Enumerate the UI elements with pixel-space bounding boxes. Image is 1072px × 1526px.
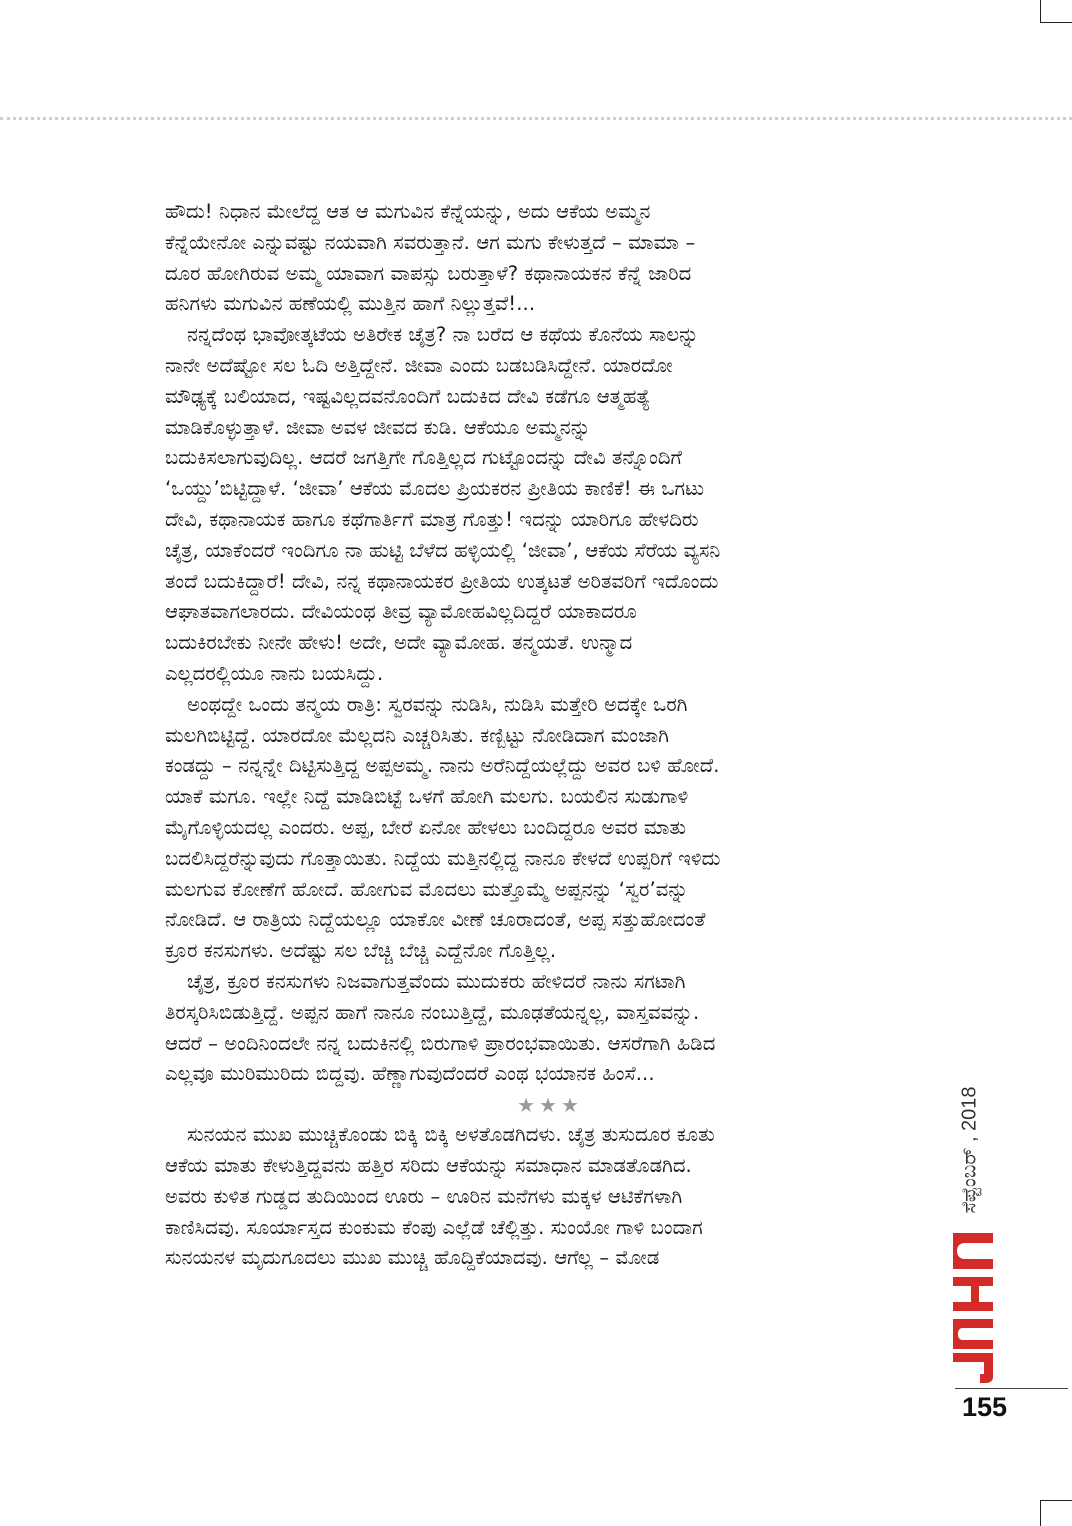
body-line: ಮಲಗುವ ಕೋಣೆಗೆ ಹೋದೆ. ಹೋಗುವ ಮೊದಲು ಮತ್ತೊಮ್ಮೆ ಅಪ್ಪನನ್ನು ‘ಸ್ವರ’ವನ್ನು <box>165 877 689 901</box>
body-line: ಸುನಯನಳ ಮೃದುಗೂದಲು ಮುಖ ಮುಚ್ಚಿ ಹೊದ್ದಿಕೆಯಾದವು. ಆಗೆಲ್ಲ – ಮೋಡ <box>165 1246 660 1270</box>
body-line: ಬದಲಿಸಿದ್ದರೆನ್ನುವುದು ಗೊತ್ತಾಯಿತು. ನಿದ್ದೆಯ ಮತ್ತಿನಲ್ಲಿದ್ದ ನಾನೂ ಕೇಳದೆ ಉಪ್ಪರಿಗೆ ಇಳಿದು <box>165 846 721 870</box>
body-line: ಎಲ್ಲವೂ ಮುರಿಮುರಿದು ಬಿದ್ದವು. ಹೆಣ್ಣಾಗುವುದೆಂದರೆ ಎಂಥ ಭಯಾನಕ ಹಿಂಸೆ... <box>165 1062 655 1086</box>
body-line: ಮೈಗೊಳ್ಳಿಯದಲ್ಲ ಎಂದರು. ಅಪ್ಪ, ಬೇರೆ ಏನೋ ಹೇಳಲು ಬಂದಿದ್ದರೂ ಅವರ ಮಾತು <box>165 815 687 839</box>
body-line: ಬದುಕಿಸಲಾಗುವುದಿಲ್ಲ. ಆದರೆ ಜಗತ್ತಿಗೇ ಗೊತ್ತಿಲ್ಲದ ಗುಟ್ಟೊಂದನ್ನು ದೇವಿ ತನ್ನೊಂದಿಗೆ <box>165 446 682 470</box>
body-line: ಅಂಥದ್ದೇ ಒಂದು ತನ್ಮಯ ರಾತ್ರಿ: ಸ್ವರವನ್ನು ನುಡಿಸಿ, ನುಡಿಸಿ ಮತ್ತೇರಿ ಅದಕ್ಕೇ ಒರಗಿ <box>187 692 688 716</box>
body-line: ಚೈತ್ರ, ಯಾಕೆಂದರೆ ಇಂದಿಗೂ ನಾ ಹುಟ್ಟಿ ಬೆಳೆದ ಹಳ್ಳಿಯಲ್ಲಿ ‘ಜೀವಾ’, ಆಕೆಯ ಸೆರೆಯ ವ್ಯಸನಿ <box>165 538 721 562</box>
magazine-logo <box>948 1225 998 1385</box>
body-line: ಯಾಕೆ ಮಗೂ. ಇಲ್ಲೇ ನಿದ್ದೆ ಮಾಡಿಬಿಟ್ಟೆ ಒಳಗೆ ಹೋಗಿ ಮಲಗು. ಬಯಲಿನ ಸುಡುಗಾಳಿ <box>165 785 689 809</box>
body-line: ಹನಿಗಳು ಮಗುವಿನ ಹಣೆಯಲ್ಲಿ ಮುತ್ತಿನ ಹಾಗೆ ನಿಲ್ಲುತ್ತವೆ!... <box>165 292 536 316</box>
body-line: ನೋಡಿದೆ. ಆ ರಾತ್ರಿಯ ನಿದ್ದೆಯಲ್ಲೂ ಯಾಕೋ ವೀಣೆ ಚೂರಾದಂತೆ, ಅಪ್ಪ ಸತ್ತುಹೋದಂತೆ <box>165 908 706 932</box>
body-line: ತಿರಸ್ಕರಿಸಿಬಿಡುತ್ತಿದ್ದೆ. ಅಪ್ಪನ ಹಾಗೆ ನಾನೂ ನಂಬುತ್ತಿದ್ದೆ, ಮೂಢತೆಯನ್ನಲ್ಲ, ವಾಸ್ತವವನ್ನು. <box>165 1000 700 1024</box>
section-separator: ★★★ <box>517 1093 583 1118</box>
page-number: 155 <box>962 1392 1008 1422</box>
body-line: ಆಘಾತವಾಗಲಾರದು. ದೇವಿಯಂಥ ತೀವ್ರ ವ್ಯಾಮೋಹವಿಲ್ಲದಿದ್ದರೆ ಯಾಕಾದರೂ <box>165 600 637 624</box>
body-line: ಕ್ರೂರ ಕನಸುಗಳು. ಅದೆಷ್ಟು ಸಲ ಬೆಚ್ಚಿ ಬೆಚ್ಚಿ ಎದ್ದೆನೋ ಗೊತ್ತಿಲ್ಲ. <box>165 939 557 963</box>
body-line: ನಾನೇ ಅದೆಷ್ಟೋ ಸಲ ಓದಿ ಅತ್ತಿದ್ದೇನೆ. ಜೀವಾ ಎಂದು ಬಡಬಡಿಸಿದ್ದೇನೆ. ಯಾರದೋ <box>165 353 673 377</box>
body-line: ಕಾಣಿಸಿದವು. ಸೂರ್ಯಾಸ್ತದ ಕುಂಕುಮ ಕೆಂಪು ಎಲ್ಲೆಡೆ ಚೆಲ್ಲಿತ್ತು. ಸುಂಯೋ ಗಾಳಿ ಬಂದಾಗ <box>165 1215 703 1239</box>
body-line: ಬದುಕಿರಬೇಕು ನೀನೇ ಹೇಳು! ಅದೇ, ಅದೇ ವ್ಯಾಮೋಹ. ತನ್ಮಯತೆ. ಉನ್ಮಾದ <box>165 631 633 655</box>
body-line: ಕಂಡದ್ದು – ನನ್ನನ್ನೇ ದಿಟ್ಟಿಸುತ್ತಿದ್ದ ಅಪ್ಪಅಮ್ಮ. ನಾನು ಅರೆನಿದ್ದೆಯಲ್ಲೆದ್ದು ಅವರ ಬಳಿ ಹೋದೆ. <box>165 754 720 778</box>
body-line: ಆಕೆಯ ಮಾತು ಕೇಳುತ್ತಿದ್ದವನು ಹತ್ತಿರ ಸರಿದು ಆಕೆಯನ್ನು ಸಮಾಧಾನ ಮಾಡತೊಡಗಿದ. <box>165 1153 692 1177</box>
crop-mark-bottom <box>1040 1500 1072 1526</box>
folio-rule <box>955 1388 1068 1389</box>
body-line: ಅವರು ಕುಳಿತ ಗುಡ್ಡದ ತುದಿಯಿಂದ ಊರು – ಊರಿನ ಮನೆಗಳು ಮಕ್ಕಳ ಆಟಿಕೆಗಳಾಗಿ <box>165 1184 683 1208</box>
body-line: ಚೈತ್ರ, ಕ್ರೂರ ಕನಸುಗಳು ನಿಜವಾಗುತ್ತವೆಂದು ಮುದುಕರು ಹೇಳಿದರೆ ನಾನು ಸಗಟಾಗಿ <box>187 969 686 993</box>
body-line: ಆದರೆ – ಅಂದಿನಿಂದಲೇ ನನ್ನ ಬದುಕಿನಲ್ಲಿ ಬಿರುಗಾಳಿ ಪ್ರಾರಂಭವಾಯಿತು. ಆಸರೆಗಾಗಿ ಹಿಡಿದ <box>165 1031 716 1055</box>
body-line: ಮೌಢ್ಯಕ್ಕೆ ಬಲಿಯಾದ, ಇಷ್ಟವಿಲ್ಲದವನೊಂದಿಗೆ ಬದುಕಿದ ದೇವಿ ಕಡೆಗೂ ಆತ್ಮಹತ್ಯೆ <box>165 384 651 408</box>
body-line: ನನ್ನದೆಂಥ ಭಾವೋತ್ಕಟೆಯ ಅತಿರೇಕ ಚೈತ್ರ? ನಾ ಬರೆದ ಆ ಕಥೆಯ ಕೊನೆಯ ಸಾಲನ್ನು <box>187 323 699 347</box>
body-line: ದೂರ ಹೋಗಿರುವ ಅಮ್ಮ ಯಾವಾಗ ವಾಪಸ್ಸು ಬರುತ್ತಾಳೆ? ಕಥಾನಾಯಕನ ಕೆನ್ನೆ ಜಾರಿದ <box>165 261 692 285</box>
article-body <box>165 197 935 1274</box>
body-line: ಮಲಗಿಬಿಟ್ಟಿದ್ದೆ. ಯಾರದೋ ಮೆಲ್ಲದನಿ ಎಚ್ಚರಿಸಿತು. ಕಣ್ಬಿಟ್ಟು ನೋಡಿದಾಗ ಮಂಜಾಗಿ <box>165 723 669 747</box>
body-line: ‘ಒಯ್ದು’ಬಿಟ್ಟಿದ್ದಾಳೆ. ‘ಜೀವಾ’ ಆಕೆಯ ಮೊದಲ ಪ್ರಿಯಕರನ ಪ್ರೀತಿಯ ಕಾಣಿಕೆ! ಈ ಒಗಟು <box>165 477 705 501</box>
body-line: ಎಲ್ಲದರಲ್ಲಿಯೂ ನಾನು ಬಯಸಿದ್ದು. <box>165 661 384 685</box>
body-line: ಮಾಡಿಕೊಳ್ಳುತ್ತಾಳೆ. ಜೀವಾ ಅವಳ ಜೀವದ ಕುಡಿ. ಆಕೆಯೂ ಅಮ್ಮನನ್ನು <box>165 415 591 439</box>
header-dotted-rule <box>0 117 1072 120</box>
body-line: ಸುನಯನ ಮುಖ ಮುಚ್ಚಿಕೊಂಡು ಬಿಕ್ಕಿ ಬಿಕ್ಕಿ ಅಳತೊಡಗಿದಳು. ಚೈತ್ರ ತುಸುದೂರ ಕೂತು <box>187 1123 715 1147</box>
crop-mark-top <box>1040 0 1072 23</box>
body-line: ಕೆನ್ನೆಯೇನೋ ಎನ್ನುವಷ್ಟು ನಯವಾಗಿ ಸವರುತ್ತಾನೆ. ಆಗ ಮಗು ಕೇಳುತ್ತದೆ – ಮಾಮಾ – <box>165 230 696 254</box>
body-line: ದೇವಿ, ಕಥಾನಾಯಕ ಹಾಗೂ ಕಥೆಗಾರ್ತಿಗೆ ಮಾತ್ರ ಗೊತ್ತು! ಇದನ್ನು ಯಾರಿಗೂ ಹೇಳದಿರು <box>165 507 699 531</box>
body-line: ತಂದೆ ಬದುಕಿದ್ದಾರೆ! ದೇವಿ, ನನ್ನ ಕಥಾನಾಯಕರ ಪ್ರೀತಿಯ ಉತ್ಕಟತೆ ಅರಿತವರಿಗೆ ಇದೊಂದು <box>165 569 719 593</box>
body-line: ಹೌದು! ನಿಧಾನ ಮೇಲೆದ್ದ ಆತ ಆ ಮಗುವಿನ ಕೆನ್ನೆಯನ್ನು, ಅದು ಆಕೆಯ ಅಮ್ಮನ <box>165 200 651 223</box>
issue-date: ಸೆಪ್ಟೆಂಬರ್ , 2018 <box>958 1086 981 1214</box>
